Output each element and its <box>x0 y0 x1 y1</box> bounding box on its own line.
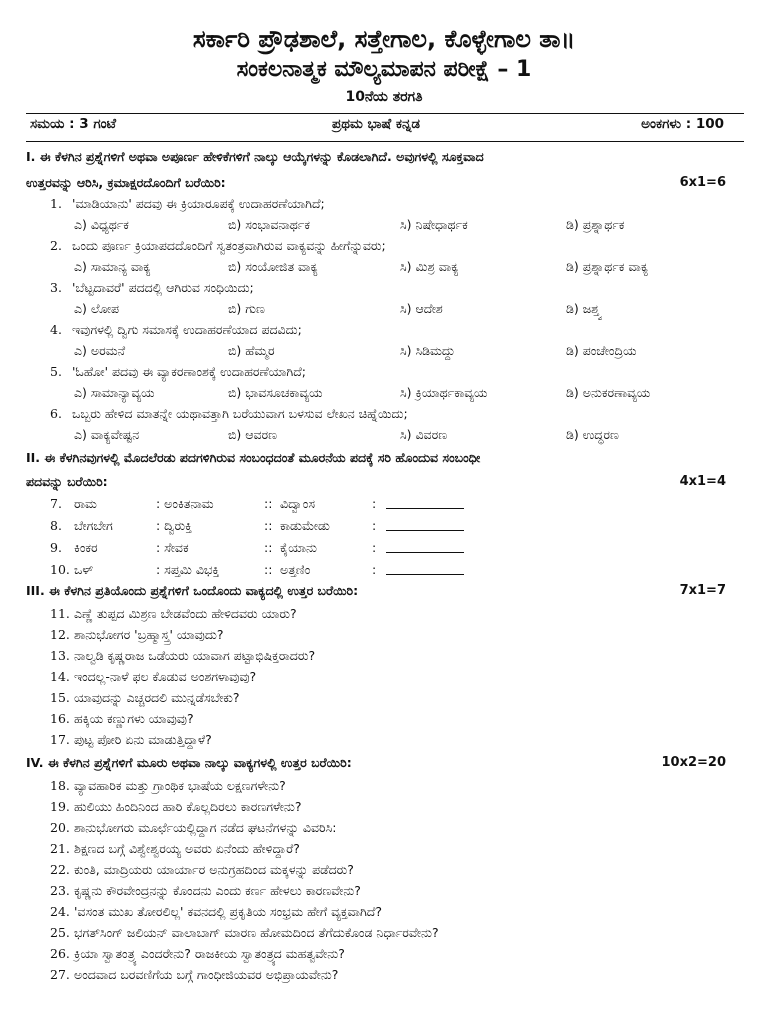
question-text: 'ಬೆಟ್ಟದಾವರೆ' ಪದದಲ್ಲಿ ಆಗಿರುವ ಸಂಧಿಯಿದು; <box>72 280 254 295</box>
analogy-separator: :: <box>264 562 273 577</box>
question-19 <box>0 796 768 817</box>
question-4 <box>0 319 768 340</box>
answer-blank[interactable] <box>386 530 464 531</box>
analogy-item-8 <box>0 515 768 537</box>
question-number: 23. <box>50 883 70 898</box>
analogy-separator: :: <box>264 540 273 555</box>
question-2 <box>0 235 768 256</box>
max-marks-label: ಅಂಕಗಳು : 100 <box>641 116 724 132</box>
question-number: 12. <box>50 627 70 642</box>
question-number: 16. <box>50 711 70 726</box>
question-text: ಒಬ್ಬರು ಹೇಳಿದ ಮಾತನ್ನೇ ಯಥಾವತ್ತಾಗಿ ಬರೆಯುವಾಗ ಬಳಸುವ ಲೇಖನ ಚಿಹ್ನೆಯಿದು; <box>72 406 408 421</box>
question-text: ಭಗತ್‌ಸಿಂಗ್ ಜಲಿಯನ್ ವಾಲಾಬಾಗ್ ಮಾರಣ ಹೋಮದಿಂದ ತೆಗೆದುಕೊಂಡ ನಿರ್ಧಾರವೇನು? <box>74 925 439 940</box>
section-1-heading-line2: ಉತ್ತರವನ್ನು ಆರಿಸಿ, ಕ್ರಮಾಕ್ಷರದೊಂದಿಗೆ ಬರೆಯಿರಿ: <box>26 175 226 190</box>
question-number: 11. <box>50 606 70 621</box>
section-2-heading-line2: ಪದವನ್ನು ಬರೆಯಿರಿ: <box>26 474 108 489</box>
question-number: 15. <box>50 690 70 705</box>
exam-meta-row <box>30 116 724 136</box>
option-c: ಸಿ) ಆದೇಶ <box>400 301 443 316</box>
answer-blank[interactable] <box>386 574 464 575</box>
option-c: ಸಿ) ಕ್ರಿಯಾರ್ಥಕಾವ್ಯಯ <box>400 385 488 400</box>
question-text: ವ್ಯಾವಹಾರಿಕ ಮತ್ತು ಗ್ರಾಂಥಿಕ ಭಾಷೆಯ ಲಕ್ಷಣಗಳೇನು? <box>74 778 286 793</box>
option-a: ಎ) ಸಾಮಾನ್ಯ ವಾಕ್ಯ <box>74 259 151 274</box>
question-number: 8. <box>50 518 62 533</box>
analogy-relation: : ಸಪ್ತಮಿ ವಿಭಕ್ತಿ <box>156 562 220 577</box>
analogy-word-a: ಕಿಂಕರ <box>74 540 98 555</box>
question-12 <box>0 624 768 645</box>
section-2-marks: 4x1=4 <box>679 474 726 489</box>
question-number: 1. <box>50 196 62 211</box>
question-number: 24. <box>50 904 70 919</box>
exam-title: ಸಂಕಲನಾತ್ಮಕ ಮೌಲ್ಯಮಾಪನ ಪರೀಕ್ಷೆ – 1 <box>236 57 532 82</box>
question-23 <box>0 880 768 901</box>
option-b: ಬಿ) ಸಂಭಾವನಾರ್ಥಕ <box>228 217 310 232</box>
question-number: 7. <box>50 496 62 511</box>
analogy-word-c: ವಿದ್ವಾಂಸ <box>280 496 315 511</box>
question-text: ಪುಟ್ಟ ಪೋರಿ ಏನು ಮಾಡುತ್ತಿದ್ದಾಳೆ? <box>74 732 212 747</box>
option-d: ಡಿ) ಅನುಕರಣಾವ್ಯಯ <box>566 385 651 400</box>
question-20 <box>0 817 768 838</box>
question-text: ಎಣ್ಣೆ ತುಪ್ಪದ ಮಿಶ್ರಣ ಬೇಡವೆಂದು ಹೇಳಿದವರು ಯಾರು? <box>74 606 297 621</box>
option-b: ಬಿ) ಗುಣ <box>228 301 265 316</box>
analogy-item-7 <box>0 493 768 515</box>
question-21 <box>0 838 768 859</box>
question-text: ಶಾನುಭೋಗರು ಮೂರ್ಛೆಯಲ್ಲಿದ್ದಾಗ ನಡೆದ ಘಟನೆಗಳನ್ನು ವಿವರಿಸಿ: <box>74 820 337 835</box>
analogy-separator: :: <box>264 496 273 511</box>
question-text: ಇವುಗಳಲ್ಲಿ ದ್ವಿಗು ಸಮಾಸಕ್ಕೆ ಉದಾಹರಣೆಯಾದ ಪದವಿದು; <box>72 322 302 337</box>
question-number: 22. <box>50 862 70 877</box>
analogy-word-c: ಕೈಯಾನು <box>280 540 317 555</box>
option-d: ಡಿ) ಪಂಚೇಂದ್ರಿಯ <box>566 343 637 358</box>
question-number: 5. <box>50 364 62 379</box>
section-2-heading-line1: II. ಈ ಕೆಳಗಿನವುಗಳಲ್ಲಿ ಮೊದಲೆರಡು ಪದಗಳಿಗಿರುವ ಸಂಬಂಧದಂತೆ ಮೂರನೆಯ ಪದಕ್ಕೆ ಸರಿ ಹೊಂದುವ ಸಂಬಂಧೀ <box>26 450 481 465</box>
question-2-options <box>0 256 768 277</box>
question-number: 21. <box>50 841 70 856</box>
question-11 <box>0 603 768 624</box>
answer-colon: : <box>372 562 377 577</box>
option-b: ಬಿ) ಹೆಮ್ಮರ <box>228 343 275 358</box>
analogy-word-c: ಕಾಡುಮೇಡು <box>280 518 330 533</box>
subject-label: ಪ್ರಥಮ ಭಾಷೆ ಕನ್ನಡ <box>332 116 420 132</box>
option-d: ಡಿ) ಜಶ್ತ್ವ <box>566 301 602 316</box>
option-b: ಬಿ) ಭಾವಸೂಚಕಾವ್ಯಯ <box>228 385 323 400</box>
question-5 <box>0 361 768 382</box>
school-title: ಸರ್ಕಾರಿ ಪ್ರೌಢಶಾಲೆ, ಸತ್ತೇಗಾಲ, ಕೊಳ್ಳೇಗಾಲ ತಾ॥ <box>192 25 576 53</box>
question-6 <box>0 403 768 424</box>
analogy-word-a: ಒಳ್ <box>74 562 94 577</box>
question-text: ಇಂದಲ್ಲ-ನಾಳೆ ಫಲ ಕೊಡುವ ಅಂಶಗಳಾವುವು? <box>74 669 257 684</box>
question-6-options <box>0 424 768 445</box>
question-3 <box>0 277 768 298</box>
question-text: ಒಂದು ಪೂರ್ಣ ಕ್ರಿಯಾಪದದೊಂದಿಗೆ ಸ್ವತಂತ್ರವಾಗಿರುವ ವಾಕ್ಯವನ್ನು ಹೀಗೆನ್ನುವರು; <box>72 238 386 253</box>
question-22 <box>0 859 768 880</box>
question-text: ಶಿಕ್ಷಣದ ಬಗ್ಗೆ ವಿಶ್ವೇಶ್ವರಯ್ಯ ಅವರು ಏನೆಂದು ಹೇಳಿದ್ದಾರೆ? <box>74 841 300 856</box>
option-c: ಸಿ) ಮಿಶ್ರ ವಾಕ್ಯ <box>400 259 459 274</box>
option-a: ಎ) ಸಾಮಾನ್ಯಾವ್ಯಯ <box>74 385 155 400</box>
answer-colon: : <box>372 496 377 511</box>
option-a: ಎ) ವಿಧ್ಯರ್ಥಕ <box>74 217 129 232</box>
question-number: 9. <box>50 540 62 555</box>
analogy-relation: : ಅಂಕಿತನಾಮ <box>156 496 214 511</box>
question-text: ಹಕ್ಕಿಯ ಕಣ್ಣುಗಳು ಯಾವುವು? <box>74 711 194 726</box>
analogy-word-a: ರಾಮ <box>74 496 97 511</box>
question-4-options <box>0 340 768 361</box>
question-18 <box>0 775 768 796</box>
analogy-relation: : ದ್ವಿರುಕ್ತಿ <box>156 518 192 533</box>
question-number: 2. <box>50 238 62 253</box>
question-number: 25. <box>50 925 70 940</box>
time-label: ಸಮಯ : 3 ಗಂಟೆ <box>30 116 117 132</box>
question-text: ಕುಂತಿ, ಮಾದ್ರಿಯರು ಯಾರ್ಯಾರ ಅನುಗ್ರಹದಿಂದ ಮಕ್ಕಳನ್ನು ಪಡೆದರು? <box>74 862 354 877</box>
answer-blank[interactable] <box>386 508 464 509</box>
question-27 <box>0 964 768 985</box>
question-text: 'ಮಾಡಿಯಾನು' ಪದವು ಈ ಕ್ರಿಯಾರೂಪಕ್ಕೆ ಉದಾಹರಣೆಯಾಗಿದೆ; <box>72 196 325 211</box>
question-number: 4. <box>50 322 62 337</box>
question-1-options <box>0 214 768 235</box>
answer-colon: : <box>372 540 377 555</box>
question-24 <box>0 901 768 922</box>
question-number: 14. <box>50 669 70 684</box>
question-text: ಅಂದವಾದ ಬರವಣಿಗೆಯ ಬಗ್ಗೆ ಗಾಂಧೀಜಿಯವರ ಅಭಿಪ್ರಾಯವೇನು? <box>74 967 339 982</box>
question-1 <box>0 193 768 214</box>
question-number: 6. <box>50 406 62 421</box>
analogy-word-a: ಬೇಗಬೇಗ <box>74 518 113 533</box>
option-c: ಸಿ) ನಿಷೇಧಾರ್ಥಕ <box>400 217 468 232</box>
option-c: ಸಿ) ವಿವರಣ <box>400 427 448 442</box>
question-text: ಕೃಷ್ಣನು ಕೌರವೇಂದ್ರನನ್ನು ಕೊಂದನು ಎಂದು ಕರ್ಣ ಹೇಳಲು ಕಾರಣವೇನು? <box>74 883 361 898</box>
option-d: ಡಿ) ಪ್ರಶ್ನಾರ್ಥಕ ವಾಕ್ಯ <box>566 259 649 274</box>
question-17 <box>0 729 768 750</box>
question-number: 19. <box>50 799 70 814</box>
question-text: ಶಾನುಭೋಗರ 'ಬ್ರಹ್ಮಾಸ್ತ್ರ' ಯಾವುದು? <box>74 627 224 642</box>
header-top-rule <box>26 113 744 114</box>
question-3-options <box>0 298 768 319</box>
question-15 <box>0 687 768 708</box>
question-text: ಕ್ರಿಯಾ ಸ್ವಾತಂತ್ರ್ಯ ಎಂದರೇನು? ರಾಜಕೀಯ ಸ್ವಾತಂತ್ರ್ಯದ ಮಹತ್ವವೇನು? <box>74 946 345 961</box>
option-c: ಸಿ) ಸಿಡಿಮದ್ದು <box>400 343 456 358</box>
question-text: 'ಓಹೋ' ಪದವು ಈ ವ್ಯಾಕರಣಾಂಶಕ್ಕೆ ಉದಾಹರಣೆಯಾಗಿದೆ; <box>72 364 307 379</box>
option-d: ಡಿ) ಉದ್ಧರಣ <box>566 427 619 442</box>
analogy-separator: :: <box>264 518 273 533</box>
question-text: ಯಾವುದನ್ನು ಎಚ್ಚರದಲಿ ಮುನ್ನಡೆಸಬೇಕು? <box>74 690 240 705</box>
analogy-item-9 <box>0 537 768 559</box>
option-b: ಬಿ) ಸಂಯೋಜಿತ ವಾಕ್ಯ <box>228 259 318 274</box>
question-number: 10. <box>50 562 70 577</box>
question-26 <box>0 943 768 964</box>
option-d: ಡಿ) ಪ್ರಶ್ನಾರ್ಥಕ <box>566 217 625 232</box>
question-5-options <box>0 382 768 403</box>
answer-blank[interactable] <box>386 552 464 553</box>
option-a: ಎ) ಲೋಪ <box>74 301 120 316</box>
question-text: 'ವಸಂತ ಮುಖ ತೋರಲಿಲ್ಲ' ಕವನದಲ್ಲಿ ಪ್ರಕೃತಿಯ ಸಂಭ್ರಮ ಹೇಗೆ ವ್ಯಕ್ತವಾಗಿದೆ? <box>74 904 383 919</box>
question-14 <box>0 666 768 687</box>
option-b: ಬಿ) ಆವರಣ <box>228 427 278 442</box>
question-text: ನಾಲ್ವಡಿ ಕೃಷ್ಣರಾಜ ಒಡೆಯರು ಯಾವಾಗ ಪಟ್ಟಾಭಿಷಿಕ್ತರಾದರು? <box>74 648 316 663</box>
question-number: 18. <box>50 778 70 793</box>
question-number: 13. <box>50 648 70 663</box>
question-number: 3. <box>50 280 62 295</box>
question-16 <box>0 708 768 729</box>
section-4-marks: 10x2=20 <box>661 755 726 770</box>
section-1-marks: 6x1=6 <box>679 175 726 190</box>
section-3-heading: III. ಈ ಕೆಳಗಿನ ಪ್ರತಿಯೊಂದು ಪ್ರಶ್ನೆಗಳಿಗೆ ಒಂದೊಂದು ವಾಕ್ಯದಲ್ಲಿ ಉತ್ತರ ಬರೆಯಿರಿ: <box>26 583 359 598</box>
question-number: 17. <box>50 732 70 747</box>
class-label: 10ನೆಯ ತರಗತಿ <box>345 89 423 105</box>
analogy-word-c: ಅತ್ತಣಿಂ <box>280 562 311 577</box>
header-bottom-rule <box>26 141 744 142</box>
option-a: ಎ) ಅರಮನೆ <box>74 343 126 358</box>
section-3-marks: 7x1=7 <box>679 583 726 598</box>
question-number: 20. <box>50 820 70 835</box>
option-a: ಎ) ವಾಕ್ಯವೇಷ್ಟನ <box>74 427 140 442</box>
question-13 <box>0 645 768 666</box>
question-text: ಹುಲಿಯು ಹಿಂದಿನಿಂದ ಹಾರಿ ಕೊಲ್ಲದಿರಲು ಕಾರಣಗಳೇನು? <box>74 799 302 814</box>
question-number: 26. <box>50 946 70 961</box>
section-1-heading-line1: I. ಈ ಕೆಳಗಿನ ಪ್ರಶ್ನೆಗಳಿಗೆ ಅಥವಾ ಅಪೂರ್ಣ ಹೇಳಿಕೆಗಳಿಗೆ ನಾಲ್ಕು ಆಯ್ಕೆಗಳನ್ನು ಕೊಡಲಾಗಿದೆ. ಅವುಗಳಲ್ಲಿ ಸೂಕ್ತವಾದ <box>26 149 484 164</box>
answer-colon: : <box>372 518 377 533</box>
question-number: 27. <box>50 967 70 982</box>
section-4-heading: IV. ಈ ಕೆಳಗಿನ ಪ್ರಶ್ನೆಗಳಿಗೆ ಮೂರು ಅಥವಾ ನಾಲ್ಕು ವಾಕ್ಯಗಳಲ್ಲಿ ಉತ್ತರ ಬರೆಯಿರಿ: <box>26 755 352 770</box>
question-25 <box>0 922 768 943</box>
analogy-relation: : ಸೇವಕ <box>156 540 189 555</box>
analogy-item-10 <box>0 559 768 581</box>
